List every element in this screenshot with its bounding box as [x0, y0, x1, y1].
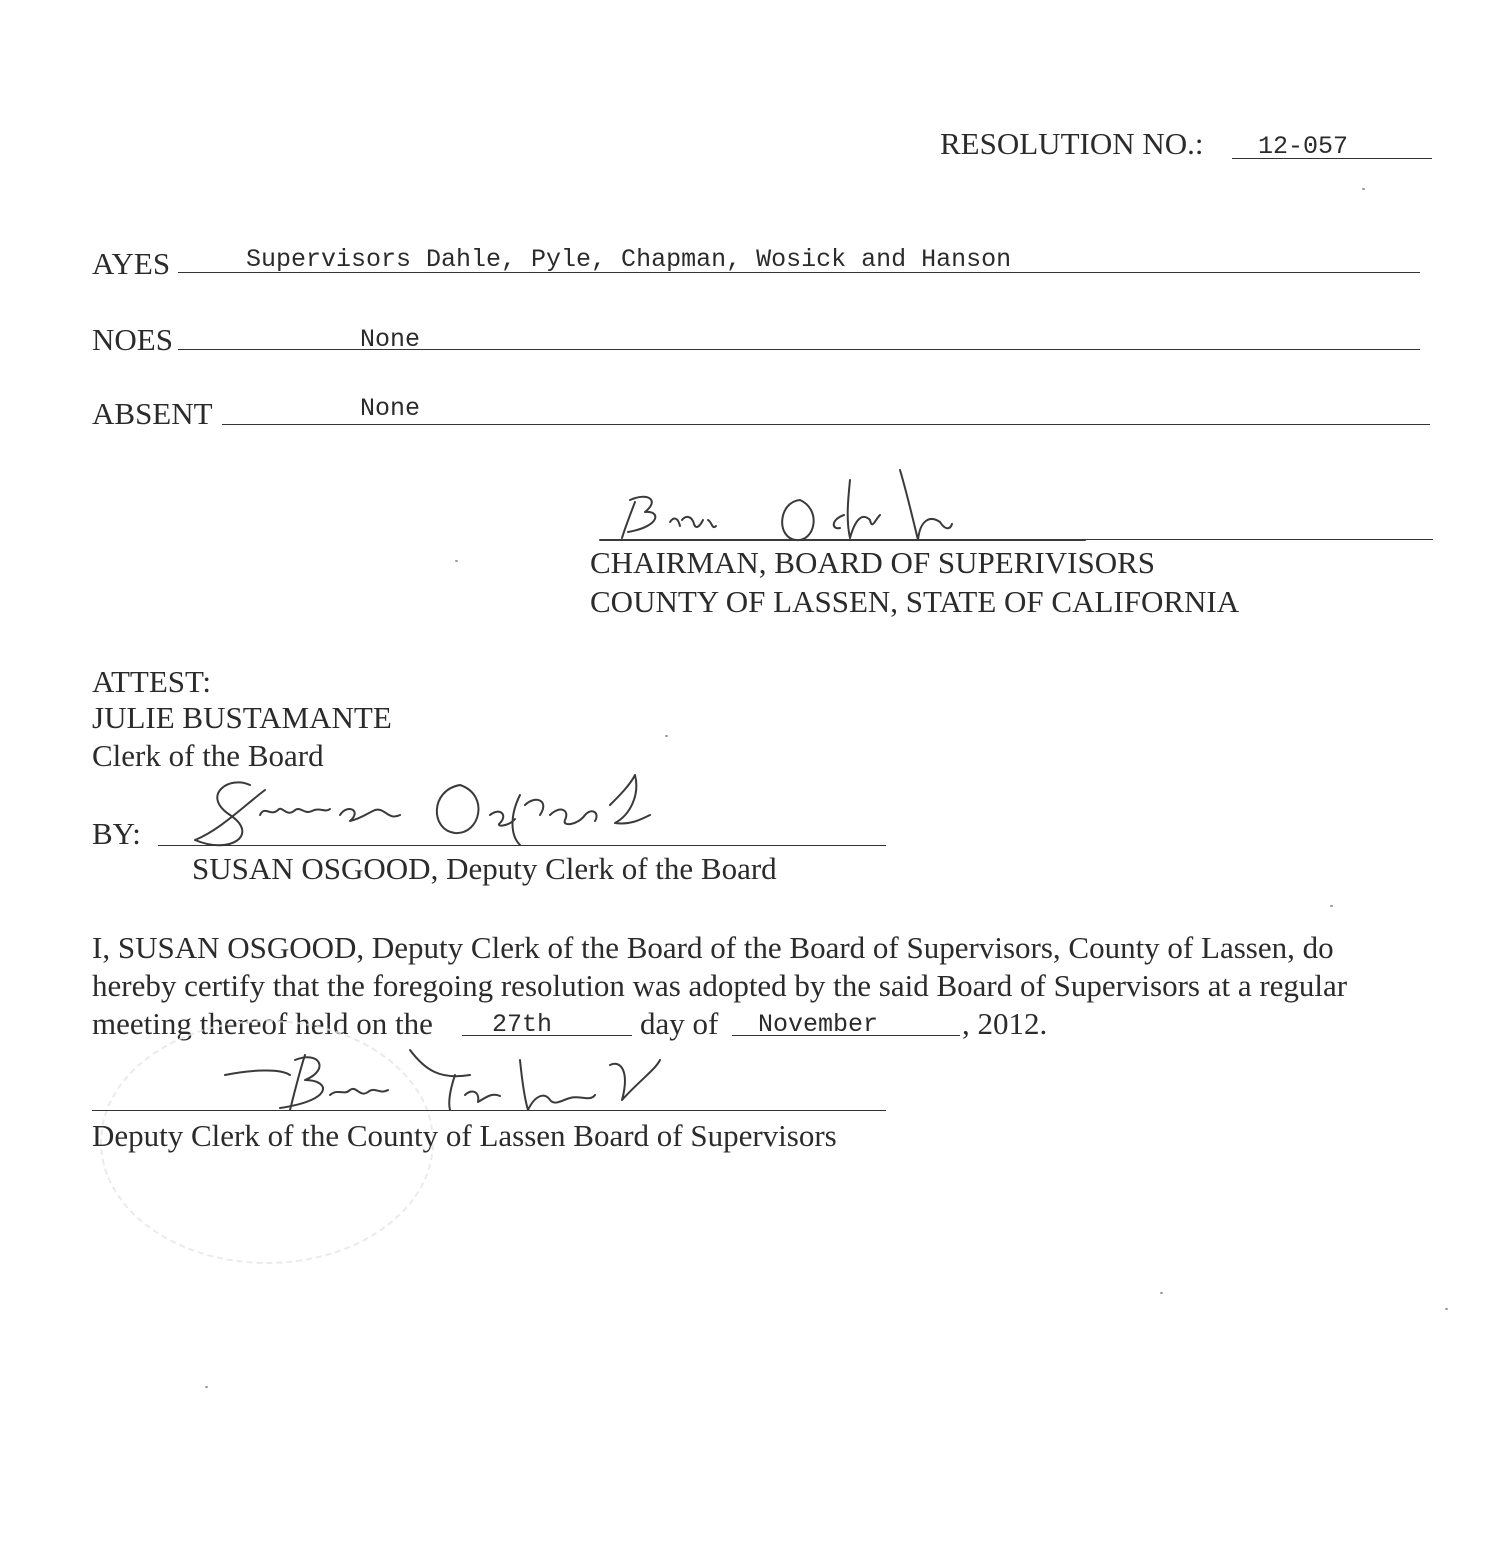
- resolution-label: RESOLUTION NO.:: [940, 126, 1204, 161]
- certification-line1: I, SUSAN OSGOOD, Deputy Clerk of the Board of the Board of Supervisors, County of Lassen, do: [92, 930, 1334, 965]
- chairman-signature-line: [1085, 539, 1433, 540]
- absent-value: None: [360, 394, 421, 423]
- ayes-label: AYES: [92, 246, 171, 281]
- ayes-underline: [178, 272, 1420, 273]
- certification-line2: hereby certify that the foregoing resolution was adopted by the said Board of Supervisors at a regular: [92, 968, 1348, 1003]
- scan-speck: [205, 1386, 208, 1388]
- chairman-signature: [600, 460, 980, 550]
- scan-speck: [1445, 1308, 1448, 1310]
- noes-underline: [178, 349, 1420, 350]
- chairman-title-line1: CHAIRMAN, BOARD OF SUPERIVISORS: [590, 545, 1155, 580]
- resolution-number: 12-057: [1258, 132, 1349, 161]
- absent-label: ABSENT: [92, 396, 213, 431]
- resolution-underline: [1232, 158, 1432, 159]
- attest-label: ATTEST:: [92, 664, 212, 699]
- noes-value: None: [360, 325, 421, 354]
- attest-title: Clerk of the Board: [92, 738, 324, 773]
- certification-year: , 2012.: [962, 1006, 1048, 1041]
- scan-speck: [455, 560, 458, 562]
- footer-signature-title: Deputy Clerk of the County of Lassen Board of Supervisors: [92, 1118, 837, 1153]
- attest-name: JULIE BUSTAMANTE: [92, 700, 392, 735]
- footer-signature: [210, 1040, 690, 1120]
- scan-speck: [665, 735, 668, 737]
- certification-month: November: [758, 1010, 879, 1039]
- absent-underline: [222, 424, 1430, 425]
- by-label: BY:: [92, 816, 141, 851]
- month-underline: [732, 1035, 960, 1036]
- ayes-value: Supervisors Dahle, Pyle, Chapman, Wosick and Hanson: [246, 245, 1012, 274]
- chairman-title-line2: COUNTY OF LASSEN, STATE OF CALIFORNIA: [590, 584, 1240, 619]
- noes-label: NOES: [92, 322, 173, 357]
- scan-speck: [1160, 1292, 1163, 1294]
- certification-prefix: meeting thereof held on the: [92, 1006, 433, 1041]
- deputy-signer-name: SUSAN OSGOOD, Deputy Clerk of the Board: [192, 851, 777, 886]
- certification-day: 27th: [492, 1010, 553, 1039]
- scan-speck: [1362, 188, 1365, 190]
- footer-signature-line: [92, 1110, 886, 1111]
- scan-speck: [1330, 905, 1333, 907]
- certification-day-of: day of: [640, 1006, 719, 1041]
- deputy-clerk-signature: [190, 755, 710, 865]
- day-underline: [462, 1035, 632, 1036]
- by-signature-line: [158, 845, 886, 846]
